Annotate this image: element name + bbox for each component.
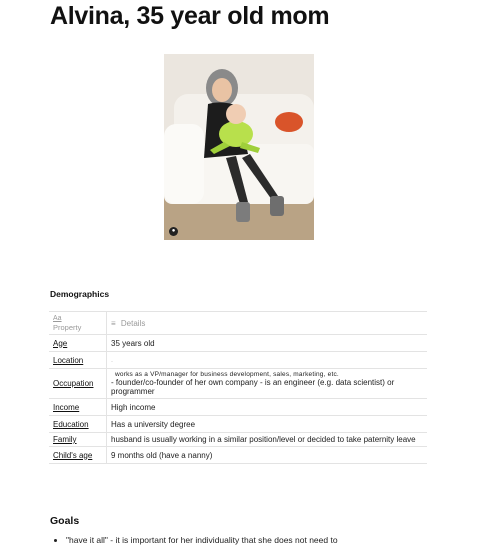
- row-key: Child's age: [53, 450, 93, 460]
- row-value: works as a VP/manager for business development, sales, marketing, etc. - founder/co-founder of her own company - is an engineer (e.g. data scientist) or programmer: [107, 369, 428, 399]
- table-header-row: [49, 312, 427, 335]
- row-key: Location: [53, 355, 84, 365]
- details-column-header[interactable]: ≡ Details: [107, 312, 428, 335]
- info-icon[interactable]: ●: [169, 227, 178, 236]
- demographics-table: [49, 311, 427, 464]
- goals-heading: Goals: [50, 515, 80, 527]
- table-row[interactable]: [49, 352, 427, 369]
- row-value: ·: [107, 352, 428, 369]
- persona-photo: [164, 54, 314, 240]
- row-key: Age: [53, 338, 68, 348]
- list-item: • "have it all" - it is important for her individuality that she does not need to: [66, 535, 466, 545]
- text-type-icon: Aa: [53, 315, 62, 322]
- row-value: Has a university degree: [107, 416, 428, 433]
- row-key: Occupation: [53, 379, 94, 388]
- row-value: 9 months old (have a nanny): [107, 447, 428, 464]
- table-row[interactable]: [49, 416, 427, 433]
- table-row[interactable]: [49, 335, 427, 352]
- goals-list: [50, 535, 466, 545]
- row-key: Income: [53, 402, 80, 412]
- lines-icon: ≡: [111, 318, 116, 328]
- row-value: husband is usually working in a similar position/level or decided to take paternity leave: [107, 433, 428, 447]
- row-value: High income: [107, 399, 428, 416]
- page-title: Alvina, 35 year old mom: [50, 2, 330, 30]
- row-value: 35 years old: [107, 335, 428, 352]
- table-row[interactable]: [49, 447, 427, 464]
- photo-illustration: [164, 54, 314, 240]
- table-row[interactable]: [49, 433, 427, 447]
- property-column-header[interactable]: Aa Property: [49, 312, 107, 335]
- table-row[interactable]: [49, 399, 427, 416]
- demographics-heading: Demographics: [50, 289, 110, 299]
- row-key: Family: [53, 435, 77, 444]
- row-key: Education: [53, 419, 89, 429]
- table-row[interactable]: [49, 369, 427, 399]
